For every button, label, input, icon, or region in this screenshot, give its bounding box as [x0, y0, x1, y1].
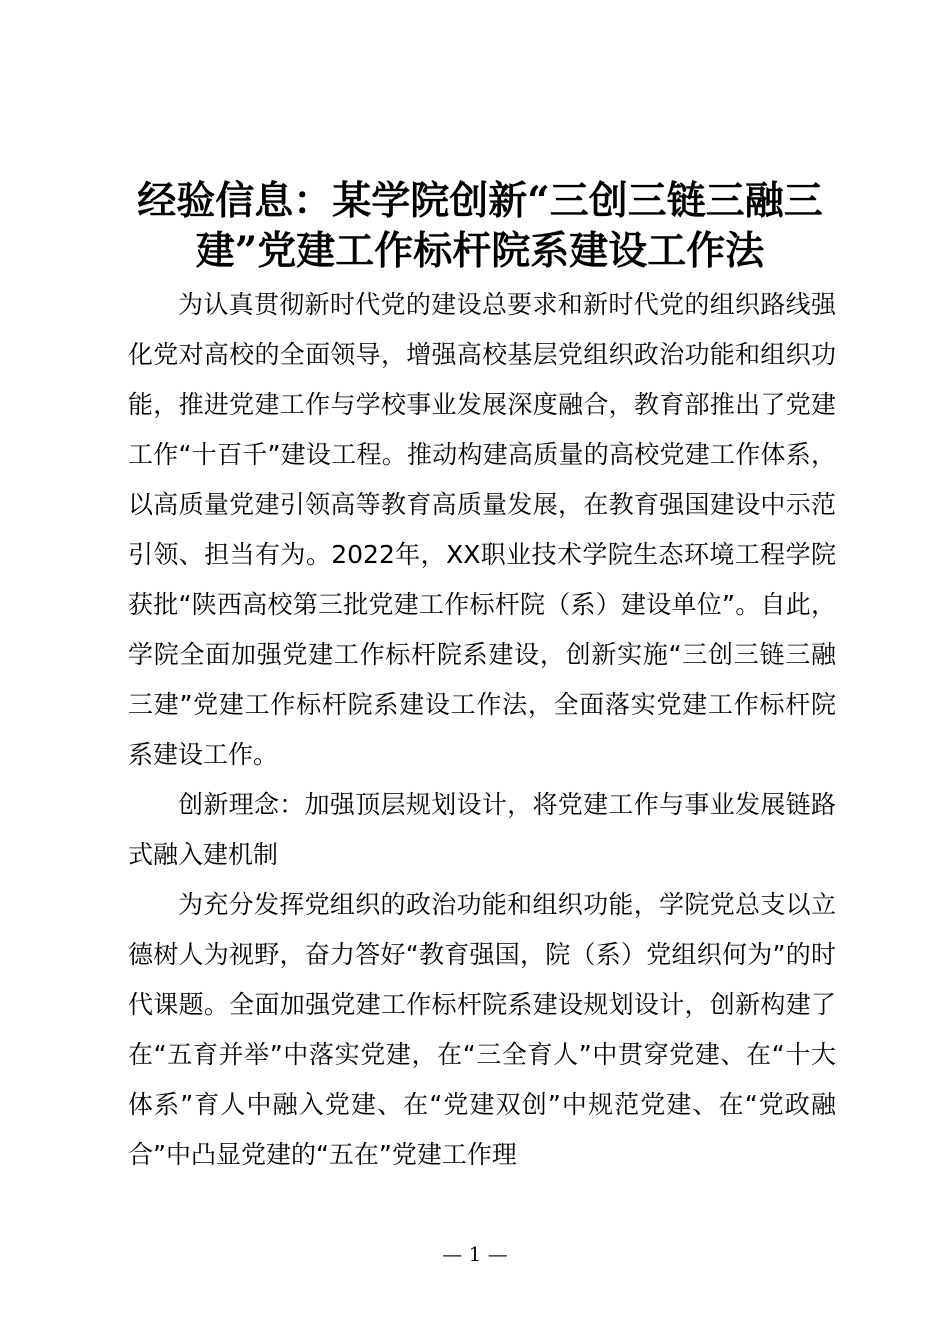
document-title: 经验信息：某学院创新“三创三链三融三建”党建工作标杆院系建设工作法: [137, 178, 823, 274]
page-number: — 1 —: [442, 1242, 508, 1266]
body-paragraph-intro: 为认真贯彻新时代党的建设总要求和新时代党的组织路线强化党对高校的全面领导，增强高校基层党组织政治功能和组织功能，推进党建工作与学校事业发展深度融合，教育部推出了党建工作“十百千”建设工程。推动构建高质量的高校党建工作体系，以高质量党建引领高等教育高质量发展，在教育强国建设中示范引领、担当有为。2022年，XX职业技术学院生态环境工程学院获批“陕西高校第三批党建工作标杆院（系）建设单位”。自此，学院全面加强党建工作标杆院系建设，创新实施“三创三链三融三建”党建工作标杆院系建设工作法，全面落实党建工作标杆院系建设工作。: [128, 290, 836, 769]
body-paragraph-detail: 为充分发挥党组织的政治功能和组织功能，学院党总支以立德树人为视野，奋力答好“教育强国，院（系）党组织何为”的时代课题。全面加强党建工作标杆院系建设规划设计，创新构建了在“五育并举”中落实党建，在“三全育人”中贯穿党建、在“十大体系”育人中融入党建、在“党建双创”中规范党建、在“党政融合”中凸显党建的“五在”党建工作理: [128, 890, 836, 1169]
document-body: [128, 280, 836, 1180]
body-paragraph-heading: 创新理念：加强顶层规划设计，将党建工作与事业发展链路式融入建机制: [128, 790, 836, 869]
